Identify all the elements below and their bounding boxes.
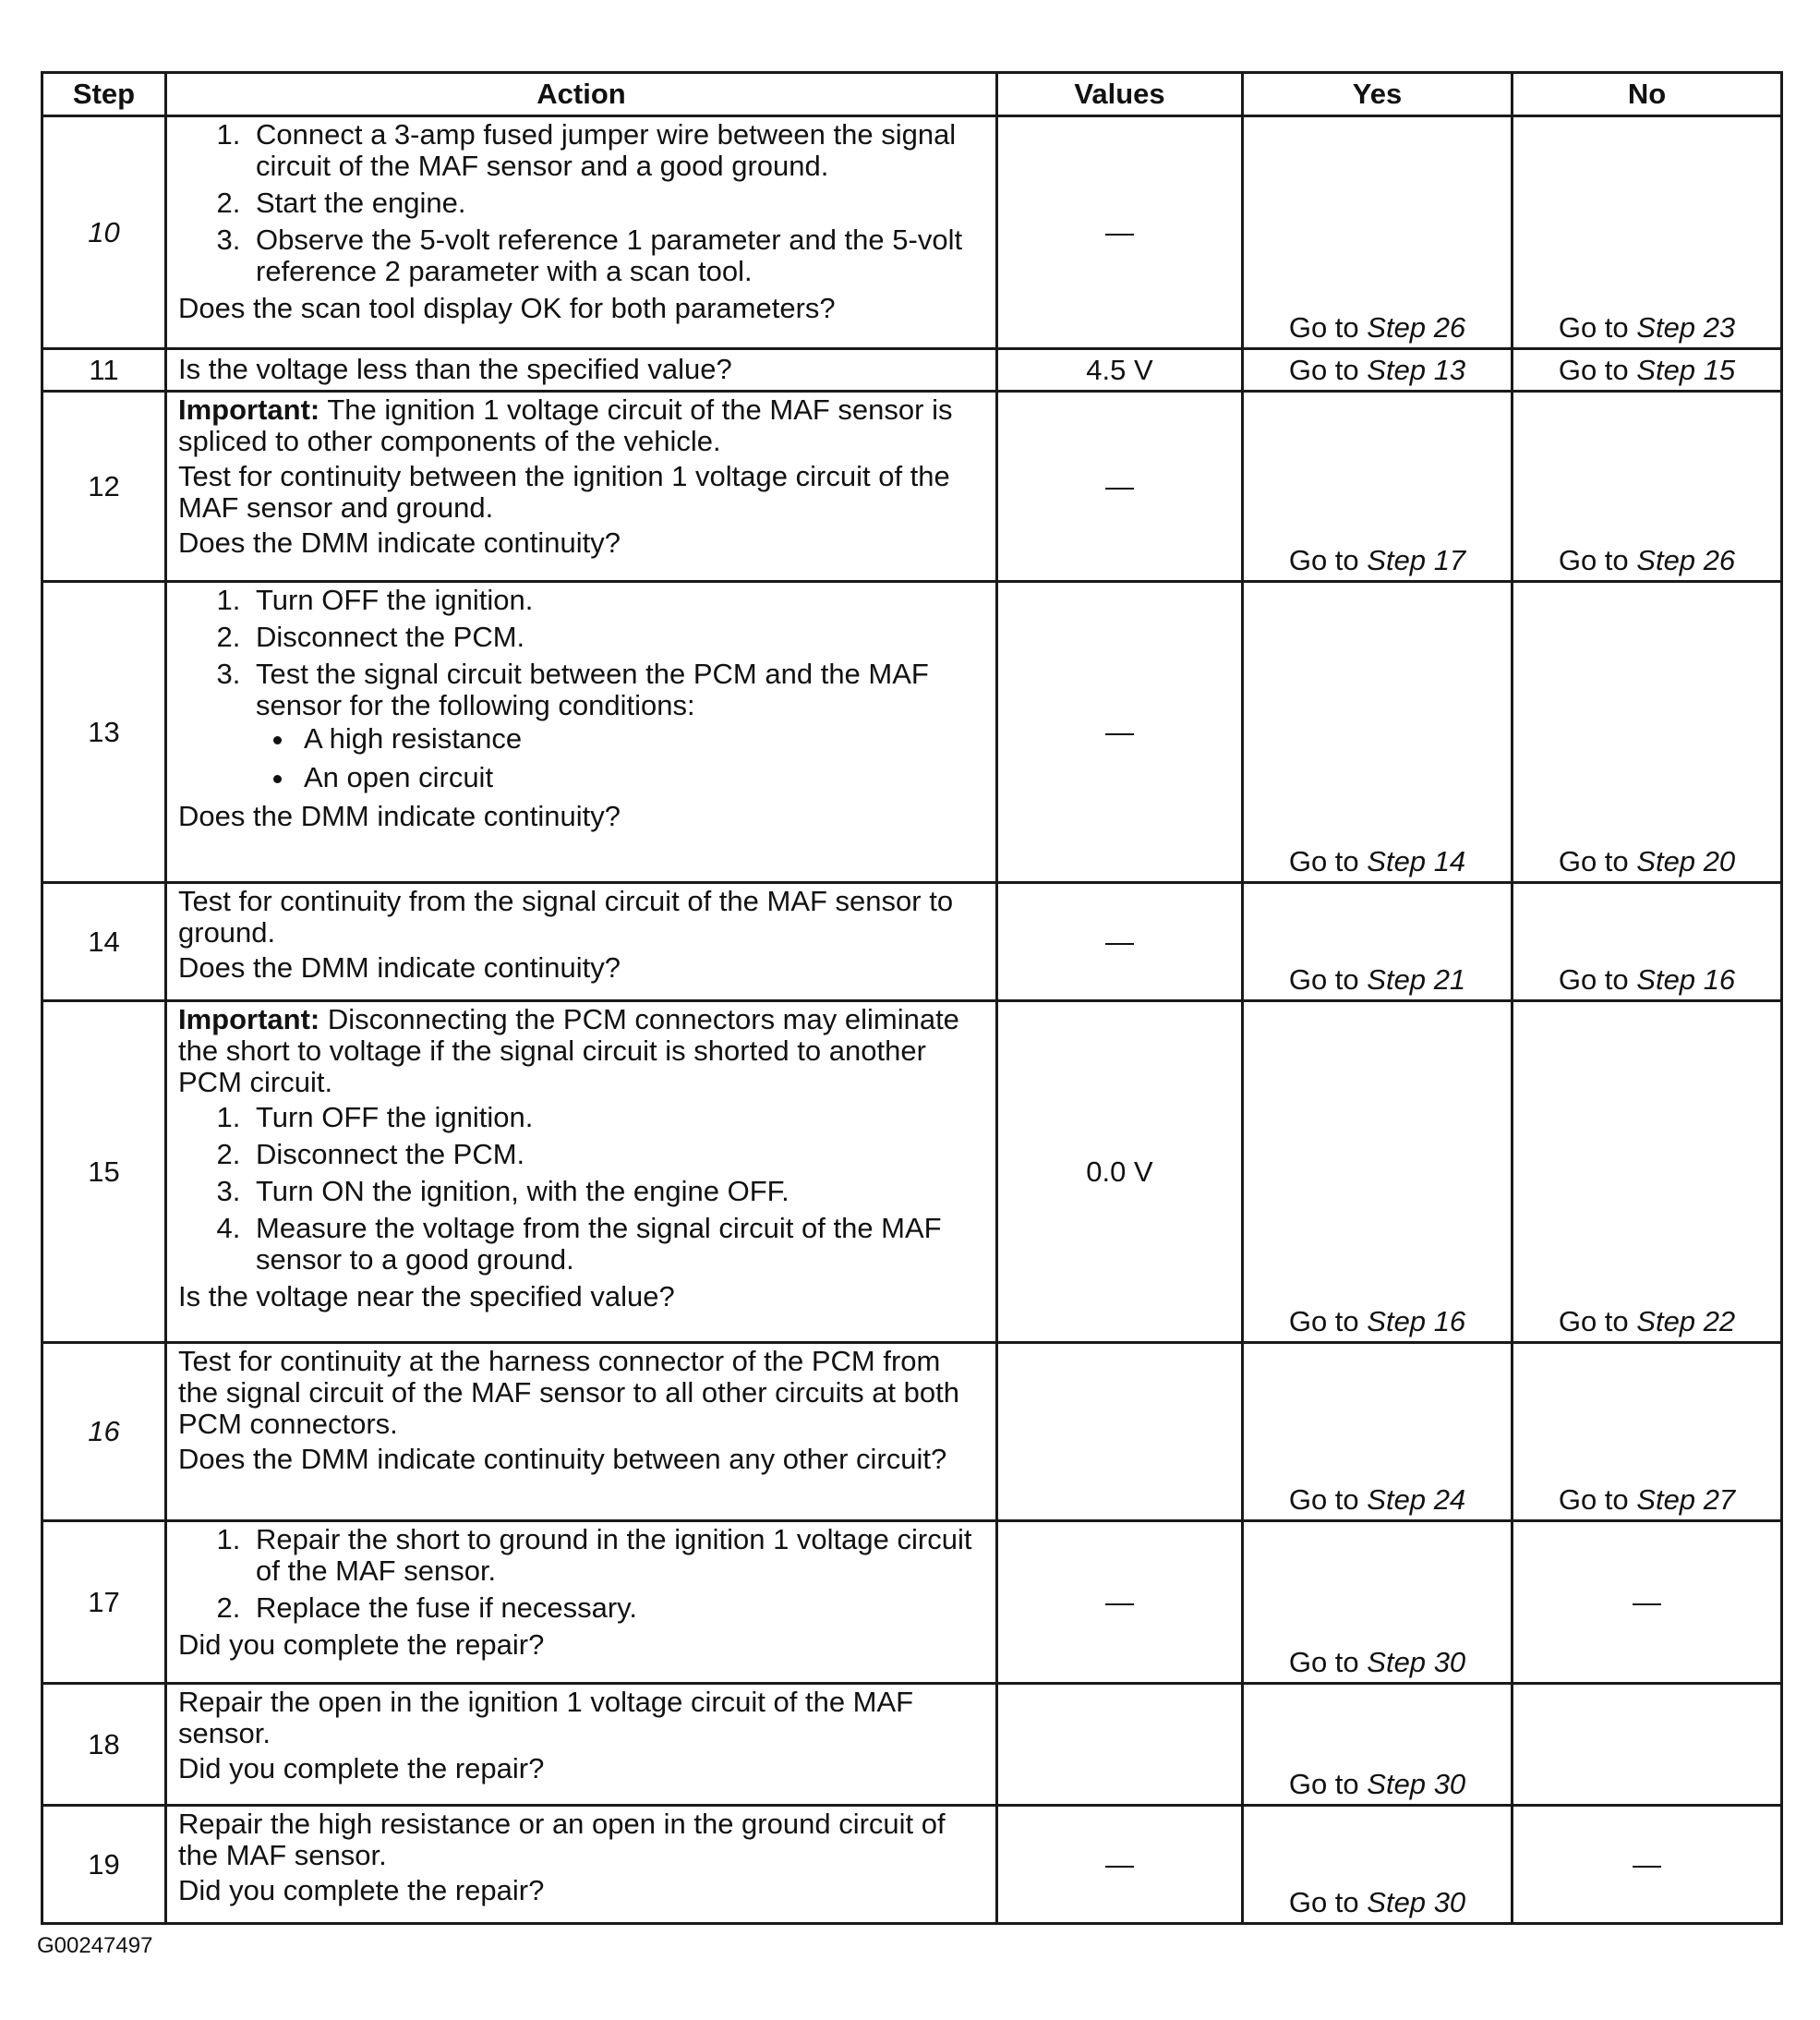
action-cell xyxy=(166,349,997,392)
header-action: Action xyxy=(166,73,997,116)
important-label: Important: xyxy=(178,393,320,426)
step-number: 19 xyxy=(42,1806,166,1924)
header-row xyxy=(42,73,1782,116)
table-row xyxy=(42,1343,1782,1521)
action-step: 1. Turn OFF the ignition. xyxy=(248,1102,986,1133)
action-step: 2. Disconnect the PCM. xyxy=(248,1139,986,1170)
yes-cell: Go to Step 21 xyxy=(1243,883,1513,1001)
action-cell xyxy=(166,1343,997,1521)
action-steps xyxy=(178,585,986,793)
action-step: 2. Disconnect the PCM. xyxy=(248,622,986,653)
no-step-ref: 27 xyxy=(1703,1483,1736,1516)
action-step: 2. Start the engine. xyxy=(248,187,986,219)
yes-step-ref: 21 xyxy=(1433,963,1466,996)
no-cell: Go to Step 27 xyxy=(1513,1343,1782,1521)
action-step: 1. Turn OFF the ignition. xyxy=(248,585,986,616)
step-number: 15 xyxy=(42,1001,166,1343)
condition-item: • A high resistance xyxy=(296,723,986,755)
action-step: 3. Observe the 5-volt reference 1 parameter and the 5-volt reference 2 parameter with a scan tool. xyxy=(248,224,986,287)
header-yes: Yes xyxy=(1243,73,1513,116)
important-note: Important: Disconnecting the PCM connectors may eliminate the short to voltage if the signal circuit is shorted to another PCM circuit. xyxy=(178,1003,959,1098)
step-number: 17 xyxy=(42,1521,166,1684)
diagnostic-table xyxy=(41,71,1783,1925)
step-number: 16 xyxy=(42,1343,166,1521)
action-cell xyxy=(166,1521,997,1684)
action-question: Does the scan tool display OK for both parameters? xyxy=(178,292,836,324)
action-step: 3. Test the signal circuit between the PCM and the MAF sensor for the following conditions: • A high resistance • An open circuit xyxy=(248,659,986,793)
go-to-label: Go to xyxy=(1288,311,1359,344)
step-number: 11 xyxy=(42,349,166,392)
no-step-ref: 15 xyxy=(1703,354,1736,386)
go-to-label: Go to xyxy=(1558,311,1629,344)
yes-cell: Go to Step 26 xyxy=(1243,116,1513,349)
step-number: 18 xyxy=(42,1684,166,1806)
no-cell: Go to Step 22 xyxy=(1513,1001,1782,1343)
table-row xyxy=(42,582,1782,883)
no-cell: Go to Step 23 xyxy=(1513,116,1782,349)
header-no: No xyxy=(1513,73,1782,116)
yes-cell: Go to Step 30 xyxy=(1243,1684,1513,1806)
important-label: Important: xyxy=(178,1003,320,1035)
value-cell: — xyxy=(997,1806,1243,1924)
action-step: 3. Turn ON the ignition, with the engine OFF. xyxy=(248,1176,986,1207)
value-cell xyxy=(997,1684,1243,1806)
yes-cell: Go to Step 17 xyxy=(1243,392,1513,582)
no-cell: — xyxy=(1513,1521,1782,1684)
action-cell xyxy=(166,1001,997,1343)
header-values: Values xyxy=(997,73,1243,116)
action-step: 1. Connect a 3-amp fused jumper wire between the signal circuit of the MAF sensor and a good ground. xyxy=(248,119,986,182)
action-question: Does the DMM indicate continuity between any other circuit? xyxy=(178,1443,947,1475)
yes-cell: Go to Step 30 xyxy=(1243,1521,1513,1684)
yes-step-ref: 13 xyxy=(1433,354,1466,386)
table-row xyxy=(42,116,1782,349)
action-cell xyxy=(166,1684,997,1806)
header-step: Step xyxy=(42,73,166,116)
yes-step-ref: 14 xyxy=(1433,845,1466,877)
yes-step-ref: 17 xyxy=(1433,544,1466,576)
table-row xyxy=(42,349,1782,392)
action-steps xyxy=(178,1102,986,1276)
action-question: Does the DMM indicate continuity? xyxy=(178,526,621,559)
action-instruction: Test for continuity between the ignition 1 voltage circuit of the MAF sensor and ground. xyxy=(178,460,950,524)
value-cell: — xyxy=(997,116,1243,349)
figure-id: G00247497 xyxy=(37,1933,153,1958)
no-step-ref: 22 xyxy=(1703,1305,1736,1337)
yes-cell: Go to Step 30 xyxy=(1243,1806,1513,1924)
value-cell: — xyxy=(997,582,1243,883)
no-step-ref: 16 xyxy=(1703,963,1736,996)
no-step-ref: 23 xyxy=(1703,311,1736,344)
no-cell xyxy=(1513,1684,1782,1806)
action-cell xyxy=(166,1806,997,1924)
step-number: 12 xyxy=(42,392,166,582)
table-row xyxy=(42,392,1782,582)
action-steps xyxy=(178,119,986,287)
table-row xyxy=(42,1684,1782,1806)
action-question: Does the DMM indicate continuity? xyxy=(178,800,621,832)
value-cell: — xyxy=(997,1521,1243,1684)
yes-step-ref: 16 xyxy=(1433,1305,1466,1337)
no-cell: Go to Step 20 xyxy=(1513,582,1782,883)
action-step: 4. Measure the voltage from the signal circuit of the MAF sensor to a good ground. xyxy=(248,1213,986,1276)
value-cell: — xyxy=(997,392,1243,582)
action-question: Does the DMM indicate continuity? xyxy=(178,951,621,984)
step-number: 10 xyxy=(42,116,166,349)
table-row xyxy=(42,1521,1782,1684)
action-cell xyxy=(166,392,997,582)
yes-cell: Go to Step 16 xyxy=(1243,1001,1513,1343)
step-number: 13 xyxy=(42,582,166,883)
action-step: 1. Repair the short to ground in the ignition 1 voltage circuit of the MAF sensor. xyxy=(248,1524,986,1587)
no-step-ref: 26 xyxy=(1703,544,1736,576)
step-number: 14 xyxy=(42,883,166,1001)
action-cell xyxy=(166,116,997,349)
yes-step-ref: 30 xyxy=(1433,1646,1466,1678)
no-step-ref: 20 xyxy=(1703,845,1736,877)
action-instruction: Test for continuity at the harness connector of the PCM from the signal circuit of the MAF sensor to all other circuits at both PCM connectors. xyxy=(178,1345,959,1440)
value-cell: — xyxy=(997,883,1243,1001)
value-cell: 4.5 V xyxy=(997,349,1243,392)
no-cell: — xyxy=(1513,1806,1782,1924)
action-question: Did you complete the repair? xyxy=(178,1628,545,1661)
diagnostic-table-sheet xyxy=(41,71,1780,1925)
action-question: Is the voltage less than the specified value? xyxy=(178,352,732,385)
value-cell: 0.0 V xyxy=(997,1001,1243,1343)
action-instruction: Repair the high resistance or an open in the ground circuit of the MAF sensor. xyxy=(178,1808,946,1871)
value-cell xyxy=(997,1343,1243,1521)
action-instruction: Repair the open in the ignition 1 voltage circuit of the MAF sensor. xyxy=(178,1686,914,1749)
action-question: Is the voltage near the specified value? xyxy=(178,1280,675,1312)
no-cell: Go to Step 15 xyxy=(1513,349,1782,392)
yes-step-ref: 26 xyxy=(1433,311,1466,344)
table-row xyxy=(42,1001,1782,1343)
action-step: 2. Replace the fuse if necessary. xyxy=(248,1592,986,1624)
table-row xyxy=(42,1806,1782,1924)
yes-step-ref: 30 xyxy=(1433,1768,1466,1800)
yes-step-ref: 24 xyxy=(1433,1483,1466,1516)
action-cell xyxy=(166,883,997,1001)
no-cell: Go to Step 26 xyxy=(1513,392,1782,582)
condition-list xyxy=(256,723,986,793)
important-note: Important: The ignition 1 voltage circuit of the MAF sensor is spliced to other components of the vehicle. xyxy=(178,393,953,457)
action-instruction: Test for continuity from the signal circuit of the MAF sensor to ground. xyxy=(178,885,954,949)
no-cell: Go to Step 16 xyxy=(1513,883,1782,1001)
yes-cell: Go to Step 13 xyxy=(1243,349,1513,392)
table-row xyxy=(42,883,1782,1001)
condition-item: • An open circuit xyxy=(296,762,986,793)
yes-step-ref: 30 xyxy=(1433,1886,1466,1918)
action-question: Did you complete the repair? xyxy=(178,1874,545,1906)
action-cell xyxy=(166,582,997,883)
action-steps xyxy=(178,1524,986,1624)
action-question: Did you complete the repair? xyxy=(178,1752,545,1784)
yes-cell: Go to Step 24 xyxy=(1243,1343,1513,1521)
yes-cell: Go to Step 14 xyxy=(1243,582,1513,883)
